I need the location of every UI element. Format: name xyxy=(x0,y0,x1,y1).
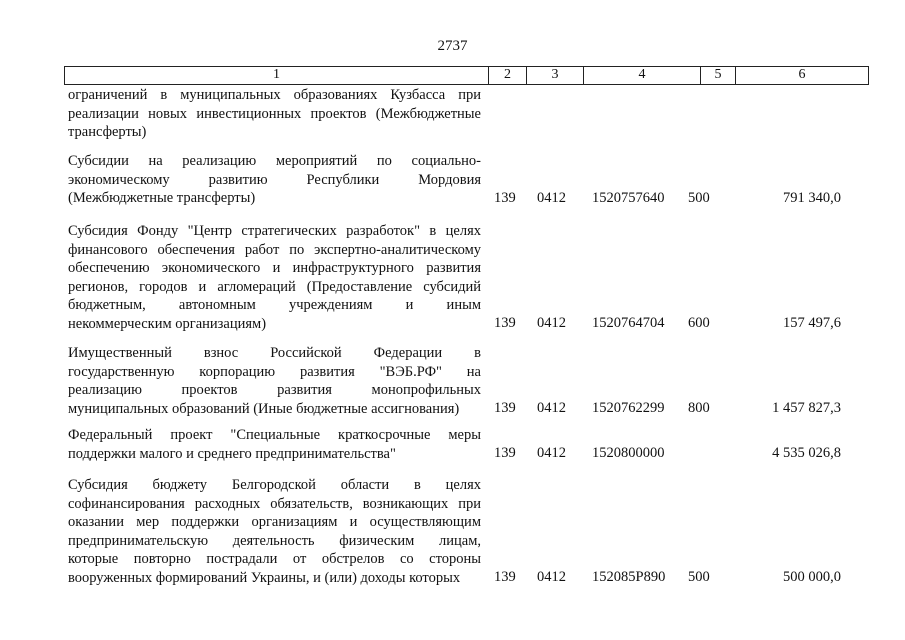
expense-type-code: 500 xyxy=(688,190,710,206)
column-header-1: 1 xyxy=(65,67,489,84)
description-line: обеспечению экономического и инфраструктурного развития xyxy=(68,260,481,276)
column-header-4: 4 xyxy=(584,67,701,84)
admin-code: 139 xyxy=(494,569,516,585)
description-line: софинансирования расходных обязательств, возникающих при xyxy=(68,495,481,512)
description-line: реализацию проектов развития монопрофильных xyxy=(68,382,481,398)
description-line: трансферты) xyxy=(68,124,147,140)
description-line: которые повторно пострадали от обстрелов со стороны xyxy=(68,551,481,567)
row-description xyxy=(68,152,481,208)
amount: 4 535 026,8 xyxy=(772,445,841,461)
description-line: вооруженных формирований Украины, и (или) доходы которых xyxy=(68,569,461,586)
admin-code: 139 xyxy=(494,445,516,461)
target-code: 1520800000 xyxy=(592,445,665,461)
section-code: 0412 xyxy=(537,190,566,206)
description-line: бюджетным, автономным учреждениям и иным xyxy=(68,297,481,313)
expense-type-code: 600 xyxy=(688,315,710,331)
target-code: 1520757640 xyxy=(592,190,665,206)
description-line: Имущественный взнос Российской Федерации в xyxy=(68,345,481,361)
target-code: 1520762299 xyxy=(592,400,665,416)
description-line: регионов, городов и агломераций (Предоставление субсидий xyxy=(68,278,481,295)
description-line: оказании мер поддержки организациям и осуществляющим xyxy=(68,514,481,530)
amount: 157 497,6 xyxy=(783,315,841,331)
row-description xyxy=(68,86,481,142)
column-header-5: 5 xyxy=(701,67,736,84)
description-line: Субсидии на реализацию мероприятий по социально- xyxy=(68,153,481,169)
description-line: реализации новых инвестиционных проектов (Межбюджетные xyxy=(68,105,481,122)
section-code: 0412 xyxy=(537,445,566,461)
table-header xyxy=(64,66,869,85)
expense-type-code: 800 xyxy=(688,400,710,416)
description-line: (Межбюджетные трансферты) xyxy=(68,190,256,206)
column-header-2: 2 xyxy=(489,67,527,84)
description-line: поддержки малого и среднего предпринимательства" xyxy=(68,445,396,462)
column-header-3: 3 xyxy=(527,67,584,84)
description-line: Субсидия бюджету Белгородской области в целях xyxy=(68,477,481,493)
admin-code: 139 xyxy=(494,190,516,206)
column-header-6: 6 xyxy=(736,67,869,84)
target-code: 1520764704 xyxy=(592,315,665,331)
row-description xyxy=(68,344,481,418)
admin-code: 139 xyxy=(494,400,516,416)
description-line: финансового обеспечения работ по экспертно-аналитическому xyxy=(68,241,481,258)
description-line: предпринимательскую деятельность физическим лицам, xyxy=(68,532,481,549)
amount: 1 457 827,3 xyxy=(772,400,841,416)
amount: 500 000,0 xyxy=(783,569,841,585)
section-code: 0412 xyxy=(537,315,566,331)
row-description xyxy=(68,426,481,463)
description-line: муниципальных образований (Иные бюджетные ассигнования) xyxy=(68,400,460,417)
section-code: 0412 xyxy=(537,569,566,585)
description-line: ограничений в муниципальных образованиях Кузбасса при xyxy=(68,87,481,103)
row-description xyxy=(68,222,481,333)
description-line: экономическому развитию Республики Мордовия xyxy=(68,171,481,188)
admin-code: 139 xyxy=(494,315,516,331)
description-line: Субсидия Фонду "Центр стратегических разработок" в целях xyxy=(68,223,481,239)
page-number: 2737 xyxy=(437,38,468,54)
row-description xyxy=(68,476,481,587)
section-code: 0412 xyxy=(537,400,566,416)
description-line: Федеральный проект "Специальные краткосрочные меры xyxy=(68,427,481,443)
target-code: 152085P890 xyxy=(592,569,666,585)
description-line: некоммерческим организациям) xyxy=(68,315,267,332)
amount: 791 340,0 xyxy=(783,190,841,206)
description-line: государственную корпорацию развития "ВЭБ.РФ" на xyxy=(68,363,481,380)
expense-type-code: 500 xyxy=(688,569,710,585)
